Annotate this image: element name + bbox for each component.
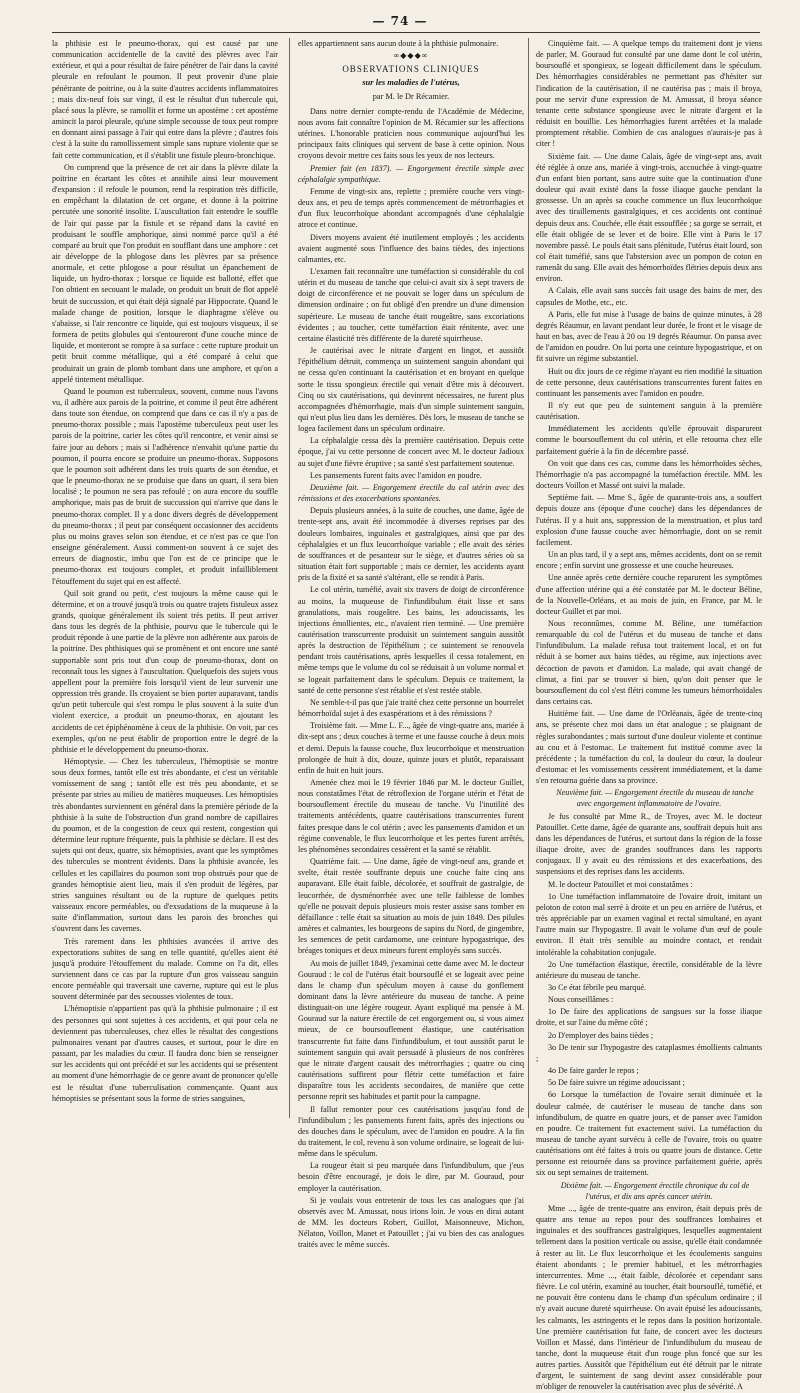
- column-left: [52, 38, 278, 1118]
- paragraph: On comprend que la présence de cet air dans la plèvre dilate la poitrine en écartant les côtes et annihile ainsi leur mouvement d'expansion : il refoule le poumon, rend la respiration très difficile, en empêchant la dilatation de cet organe, et donne à la poitrine percutée une sonorité insolite. L'auscultation fait entendre le souffle de l'air qui passe par la fistule et se répand dans la cavité en produisant le souffle amphorique, ainsi nommé parce qu'il a été comparé au bruit que l'on produit en soufflant dans une amphore : cet air développe de la phlogose dans les plèvres par sa présence anormale, et cette phlogose a pour résultat un épanchement de liquide, un hydro-thorax ; lorsque ce liquide est ballotté, effet que l'on obtient en secouant le malade, on produit un bruit de flot appelé bruit de succussion, et qui était déjà signalé par Hippocrate. Quand le malade change de position, lorsque le diaphragme s'élève ou s'abaisse, si l'air rencontre ce liquide, qui est toujours visqueux, il se formera de petits globules qui s'entoureront d'une couche mince de liquide, et monteront se rompre à sa surface : cette rupture produit un petit bruit comme métallique, qui a été comparé à celui que produirait un grain de plomb tombant dans une amphore, et qu'on a appelé tintement métallique.: [52, 162, 278, 384]
- paragraph: La rougeur était si peu marquée dans l'infundibulum, que j'eus besoin d'être encouragé, je dois le dire, par M. Gouraud, pour employer la cautérisation.: [298, 1161, 524, 1193]
- paragraph: M. le docteur Patouillet et moi constatâmes :: [548, 879, 693, 889]
- header-rule: [52, 32, 760, 33]
- paragraph: On voit que dans ces cas, comme dans les hémorrhoïdes sèches, l'hémorrhagie n'a pas accompagné la tuméfaction érectile. MM. les docteurs Voillon et Massé ont suivi la malade.: [536, 458, 762, 491]
- paragraph: Si je voulais vous entretenir de tous les cas analogues que j'ai observés avec M. Amussat, nous irions loin. Je vous en dirai autant de MM. les docteurs Robert, Guillot, Maisonneuve, Michon, Nélaton, Voillon, Manet et Patouillet ; j'ai vu bien des cas analogues traités avec le même succès.: [298, 1195, 524, 1250]
- list-item: 5o De faire suivre un régime adoucissant ;: [548, 1078, 685, 1088]
- paragraph: Il n'y eut que peu de suintement sanguin à la première cautérisation.: [536, 401, 762, 422]
- paragraph: Dans notre dernier compte-rendu de l'Académie de Médecine, nous avons fait connaître l'opinion de M. Récamier sur les affections utérines. L'honorable praticien nous communique aujourd'hui les principaux faits cliniques qui servent de base à cette opinion. Nous croyons devoir mettre ces faits sous les yeux de nos lecteurs.: [298, 106, 524, 161]
- paragraph: la phthisie est le pneumo-thorax, qui est causé par une communication accidentelle de la cavité des plèvres avec l'air extérieur, et qui a pour résultat de faire pénétrer de l'air dans la cavité pleurale en refoulant le poumon. Il peut provenir d'une plaie pénétrante de poitrine, ou à la suite d'autres accidents inflammatoires ; mais dix-neuf fois sur vingt, il est le résultat d'un tubercule qui, placé sous la plèvre, se ramollit et forme un apostème : cet apostème amincit la paroi pleurale, qu'une simple secousse de toux peut rompre en donnant ainsi passage à l'air qui entre dans la plèvre ; d'autres fois c'est à la suite du ramollissement simple sans rupture violente que se fait cette communication, et il s'établit une fistule pleuro-bronchique.: [52, 39, 278, 160]
- paragraph: Cinquième fait. — A quelque temps du traitement dont je viens de parler, M. Gouraud fut consulté par une dame dont le col utérin, boursouflé et spongieux, se logeait difficilement dans le spéculum. Des hémorrhagies considérables ne permettant pas d'hésiter sur l'indication de la cautérisation, il ne cautérisa pas ; mais il broya, pour me servir d'une expression de M. Amussat, il broya séance tenante cette substance spongieuse avec le nitrate d'argent et la réduisit en bouillie. Les hémorrhagies furent arrêtées et la malade promptement rétablie. Combien de cas analogues n'aurais-je pas à citer !: [536, 39, 762, 149]
- paragraph: Femme de vingt-six ans, replette ; première couche vers vingt-deux ans, et peu de temps après commencement de métrorrhagies et d'un flux leucorrhoïque abondant accompagnés d'une céphalalgie atroce et continue.: [298, 186, 524, 230]
- paragraph: Une année après cette dernière couche reparurent les symptômes d'une affection utérine qui a été constatée par M. le docteur Béline, de la Nouvelle-Orléans, et au mois de juin, en France, par M. le docteur Guillet et par moi.: [536, 573, 762, 616]
- paragraph: Divers moyens avaient été inutilement employés ; les accidents avaient augmenté sous l'influence des bains tièdes, des injections calmantes, etc.: [298, 232, 524, 264]
- paragraph: Quand le poumon est tuberculeux, souvent, comme nous l'avons vu, il adhère aux parois de la poitrine, et comme il peut être adhérent dans toute son étendue, on comprend que dans ce cas il n'y a pas de pneumo-thorax possible ; mais l'apostème tuberculeux peut user les parois de la poitrine, carier les côtes qu'il rencontre, et venir ainsi se faire jour au dehors ; mais si l'adhérence n'envahit qu'une partie du poumon, il pourra encore se produire un pneumo-thorax. Supposons que le poumon soit adhérent dans les trois quarts de son étendue, et que le pneumo-thorax ne se produise que dans un quart, il sera bien localisé ; le poumon ne sera pas refoulé ; on aura encore du souffle amphorique, mais pas de bruit de succussion qui n'arrive que dans le pneumo-thorax complet. Il y a donc divers degrés de développement du pneumo-thorax ; il peut par conséquent occasionner des accidents plus ou moins graves selon son étendue, et ce n'est pas ce que l'on enseigne généralement. Aussi comment-on souvent à ce sujet des erreurs de diagnostic, imbu que l'on est de ce principe que le pneumo-thorax est toujours complet, et produit infailliblement l'étouffement du sujet qui en est affecté.: [52, 386, 278, 586]
- paragraph: Huitième fait. — Une dame de l'Orléanais, âgée de trente-cinq ans, se présente chez moi dans un état analogue ; se plaignant de règles surabondantes ; mais surtout d'une douleur violente et continue au cou et à l'estomac. Le traitement fut institué comme avec la précédente ; la tuméfaction du col, la douleur du cœur, la douleur d'estomac et les vomissements cessèrent immédiatement, et la dame s'en retourna guérie dans sa province.: [536, 709, 762, 786]
- paragraph: Immédiatement les accidents qu'elle éprouvait disparurent comme le boursouflement du col utérin, et elle retourna chez elle parfaitement guérie à la fin de décembre passé.: [536, 424, 762, 456]
- case-heading: Neuvième fait. — Engorgement érectile du museau de tanche avec engorgement inflammatoire de l'ovaire.: [556, 788, 754, 809]
- paragraph: Je cautérisai avec le nitrate d'argent en lingot, et aussitôt l'épithélium détruit, commença un suintement sanguin abondant qui ne cessa qu'en continuant la cautérisation et en broyant en quelque sorte le tissu spongieux érectile qui venait d'être mis à découvert. Cinq ou six cautérisations, qui devinrent nécessaires, ne furent plus accompagnées d'hémorrhagie, mais d'un simple suintement sanguin, qui n'eut plus lieu dans les dernières. Dès lors, le museau de tanche se logea facilement dans un spéculum ordinaire.: [298, 346, 524, 434]
- paragraph: Un an plus tard, il y a sept ans, mêmes accidents, dont on se remit encore ; enfin survint une grossesse et une couche heureuses.: [536, 550, 762, 571]
- case-heading: Premier fait (en 1837). — Engorgement érectile simple avec céphalalgie sympathique.: [298, 163, 524, 184]
- paragraph: Le col utérin, tuméfié, avait six travers de doigt de circonférence au moins, la muqueuse de l'infundibulum était lisse et sans granulations, mais rougeâtre. Les bains, les adoucissants, les injections émollientes, etc., n'avaient rien terminé. — Une première cautérisation transcurrente produisit un suintement sanguin aussitôt après la destruction de l'épithélium ; ce suintement se renouvela pendant trois cautérisations, après lesquelles il cessa totalement, en même temps que le volume du col se réduisait à un volume normal et se logeait parfaitement dans le spéculum. Depuis ce traitement, la santé de cette personne s'est rétablie et s'est restée stable.: [298, 585, 524, 695]
- paragraph: Nous reconnûmes, comme M. Béline, une tuméfaction remarquable du col de l'utérus et du museau de tanche et dans l'infundibulum. La malade refusa tout traitement local, et on fut réduit à se borner aux bains tièdes, au régime, aux injections avec décoction de pavots et d'amidon. La malade, qui avait changé de climat, a fini par se trouver si bien, qu'on doit penser que le boursouflement du col s'est flétri comme les tumeurs hémorrhoïdales dans certains cas.: [536, 618, 762, 707]
- column-divider: [289, 38, 290, 1118]
- section-subtitle: sur les maladies de l'utérus,: [362, 77, 460, 88]
- paragraph: Mme ..., âgée de trente-quatre ans environ, était depuis près de quatre ans tenue au repos pour des souffrances lombaires et inguinales et des souffrances gastralgiques, lesquelles augmentaient tellement dans la position verticale ou assise, qu'elle était condamnée à rester au lit. Le flux leucorrhoïque et les écoulements sanguins étaient abondants ; le premier habituel, et les métrorrhagies intercurrentes. Mme ..., était faible, décolorée et cependant sans fièvre. Le col utérin, examiné au toucher, était boursouflé, tuméfié, et ne pouvait être contenu dans le champ d'un spéculum ordinaire ; il n'y avait aucune dureté squirrheuse. On avait épuisé les adoucissants, les calmants, les astringents et le repos dans la position horizontale. Une première cautérisation fut faite, de concert avec les docteurs Voillon et Massé, dans l'intérieur de l'infundibulum du museau de tanche, dont la muqueuse était d'un rouge plus foncé que sur les autres parties. Aussitôt que l'épithélium eut été détruit par le nitrate d'argent, le suintement de sang devint assez considérable pour m'obliger de renouveler la cautérisation avec plus de sévérité. A: [536, 1203, 762, 1392]
- list-item: 1o De faire des applications de sangsues sur la fosse iliaque droite, et sur l'aine du même côté ;: [536, 1007, 762, 1028]
- list-item: 2o D'employer des bains tièdes ;: [548, 1030, 654, 1040]
- paragraph: 1o Une tuméfaction inflammatoire de l'ovaire droit, imitant un peloton de coton mal serré à droite et un peu en arrière de l'utérus, et très appréciable par un examen vaginal et rectal simultané, en ayant l'autre main sur l'hypogastre. Il avait le volume d'un œuf de poule environ. Il était très sensible au moindre contact, et rendait intolérable la cohabitation conjugale.: [536, 891, 762, 957]
- paragraph: L'examen fait reconnaître une tuméfaction si considérable du col utérin et du museau de tanche que celui-ci avait six à sept travers de doigt de circonférence et ne pouvait se loger dans un spéculum de dimension ordinaire ; on fut obligé d'en prendre un d'une dimension supérieure. Le museau de tanche était rougeâtre, sans excoriations évidentes ; au toucher, cette tuméfaction était rénitente, avec une certaine élasticité très différente de la dureté squirrheuse.: [298, 266, 524, 343]
- column-divider: [528, 38, 529, 1118]
- section-author: par M. le Dr Récamier.: [372, 91, 450, 101]
- section-title: OBSERVATIONS CLINIQUES: [342, 64, 480, 75]
- paragraph: Très rarement dans les phthisies avancées il arrive des expectorations subites de sang en telle quantité, qu'elles aient été jusqu'à produire l'étouffement du malade. Comme on l'a dit, elles surviennent dans ce cas par la rupture d'un gros vaisseau sanguin encore perméable qui traversait une caverne, rupture qui est le plus souvent déterminée par des secousses violentes de toux.: [52, 936, 278, 1002]
- column-right: [536, 38, 763, 1392]
- paragraph: L'hémoptisie n'appartient pas qu'à la phthisie pulmonaire ; il est des personnes qui sont sujettes à ces accidents, et qui pour cela ne deviennent pas tuberculeuses, chez elles le résultat des congestions pulmonaires venant par d'autres causes, et surtout, pour le dire en passant, par les maladies du cœur. Il faudra donc bien se renseigner sur les accidents qui ont précédé et sur les accidents qui se présentent au moment d'une hémorrhagie de ce genre avant de prononcer qu'elle est le résultat d'une tuberculisation commençante. Quant aux hémoptisies se présentant sous la forme de stries sanguines,: [52, 1004, 278, 1103]
- paragraph: Je fus consulté par Mme R., de Troyes, avec M. le docteur Patouillet. Cette dame, âgée de quarante ans, souffrait depuis huit ans dans les dépendances de l'utérus, et surtout dans la région de la fosse iliaque droite, avec de grandes souffrances dans les rapports conjugaux. Il y avait eu des rémissions et des exacerbations, des suspensions et des reprises dans les accidents.: [536, 811, 762, 877]
- paragraph: Depuis plusieurs années, à la suite de couches, une dame, âgée de trente-sept ans, avait été incommodée à diverses reprises par des douleurs lombaires, inguinales et gastralgiques, ainsi que par des céphalalgies et un flux leucorrhoïque variable ; elle avait des séries de souffrances et de pesanteur sur le siège, et d'autres séries où sa situation était fort supportable ; mais ce dernier, les accidents ayant pris de la fixité et sa santé s'altérant, elle se rendit à Paris.: [298, 506, 524, 583]
- paragraph: Les pansements furent faits avec l'amidon en poudre.: [310, 470, 482, 480]
- paragraph: A Calais, elle avait sans succès fait usage des bains de mer, des capsules de Mothe, etc., etc.: [536, 286, 762, 307]
- paragraph: elles appartiennent sans aucun doute à la phthisie pulmonaire.: [298, 39, 499, 48]
- ornament-divider: ∞◆◆◆∞: [393, 51, 429, 61]
- paragraph: Quatrième fait. — Une dame, âgée de vingt-neuf ans, grande et svelte, était restée souffrante depuis une couche faite cinq ans auparavant. Elle était faible, décolorée, et souffrait de gastralgie, de leucorrhée, de dysménorrhée avec une telle faiblesse de lombes qu'elle ne pouvait depuis plusieurs mois rester assise sans tomber en défaillance : telle était sa situation au mois de juin 1849. Des pilules amères et calmantes, les bourgeons de sapins du Nord, de gingembre, les semences de petit cardamome, une ceinture hypogastrique, des bréages toniques et deux mineurs furent employés sans succès.: [298, 857, 524, 956]
- page-number: — 74 —: [372, 14, 428, 28]
- case-heading: Deuxième fait. — Engorgement érectile du col utérin avec des rémissions et des exacerbations spontanées.: [298, 482, 524, 504]
- paragraph: Ne semble-t-il pas que j'aie traité chez cette personne un bourrelet hémorrhoïdal sujet à des exaspérations et à des rémissions ?: [298, 697, 524, 719]
- paragraph: Huit ou dix jours de ce régime n'ayant eu rien modifié la situation de cette personne, deux cautérisations transcurrentes furent faites en continuant les pansements avec l'amidon en poudre.: [536, 366, 762, 398]
- paragraph: 3o Ce état fébrile peu marqué.: [548, 982, 646, 992]
- paragraph: 2o Une tuméfaction élastique, érectile, considérable de la lèvre antérieure du museau de tanche.: [536, 959, 762, 980]
- list-item: 4o De faire garder le repos ;: [548, 1066, 639, 1076]
- list-item: 3o De tenir sur l'hypogastre des cataplasmes émollients calmants ;: [536, 1042, 762, 1063]
- paragraph: Amenée chez moi le 19 février 1846 par M. le docteur Guillet, nous constatâmes l'état de rétroflexion de l'organe utérin et l'état de boursouflement érectile du museau de tanche. Vu l'inutilité des traitements antécédents, quatre cautérisations transcurrentes furent faites presque dans le col utérin ; avec les pansements d'amidon et un régime convenable, le flux leucorrhoïque et les pertes furent arrêtés, les phénomènes secondaires cessèrent et la santé se rétablit.: [298, 778, 524, 854]
- paragraph: Septième fait. — Mme S., âgée de quarante-trois ans, a souffert depuis douze ans (époque d'une couche) dans les dépendances de l'utérus. Il y a huit ans, suppression de la menstruation, et plus tard explosion d'une fausse couche avec hémorrhagie, dont on se remit facilement.: [536, 493, 762, 547]
- paragraph: La céphalalgie cessa dès la première cautérisation. Depuis cette époque, j'ai vu cette personne de concert avec M. le docteur Jadioux au sujet d'une fièvre éruptive ; sa santé s'est parfaitement soutenue.: [298, 436, 524, 468]
- list-item: 6o Lorsque la tuméfaction de l'ovaire serait diminuée et la douleur calmée, de cautériser le museau de tanche dans son infundibulum, de quatre en quatre jours, et de panser avec l'amidon en poudre. Ce traitement fut exactement suivi. La tuméfaction du museau de tanche ayant survécu à celle de l'ovaire, trois ou quatre cautérisations ont été faites à trois ou quatre jours de distance. Cette personne est retournée dans sa province parfaitement guérie, après six ou sept semaines de traitement.: [536, 1090, 762, 1178]
- paragraph: Nous conseillâmes :: [548, 995, 614, 1005]
- paragraph: Hémoptysie. — Chez les tuberculeux, l'hémoptisie se montre sous deux formes, tantôt elle est très abondante, et c'est un véritable vomissement de sang ; tantôt elle est très peu abondante, et se présente par stries au milieu de matières muqueuses. Les hémoptisies très abondantes surviennent en général dans la première période de la phthisie à la suite de l'obstruction d'un grand nombre de capillaires du poumon, et de la congestion de ceux qui restent, congestion qui détermine leur rupture fréquente, puis la phthisie se déclare. Il est des sujets qui ont deux, quatre, six hémoptisies, avant que les symptômes des tubercules se montrent évidents. Dans la phthisie avancée, les cellules et les capillaires du poumon sont trop obstrués pour que de grandes hémoptisie aient lieu, mais il s'en produit de légères, par stries sanguines résultant ou de la rupture de quelques petits vaisseaux encore perméables, ou d'exsudations de la muqueuse à la suite d'inflammation, surtout dans les parois des bronches qui s'ouvrent dans les cavernes.: [52, 757, 278, 934]
- paragraph: Il fallut remonter pour ces cautérisations jusqu'au fond de l'infundibulum ; les pansements furent faits, après des injections ou des douches dans le spéculum, avec de l'amidon en poudre. A la fin du traitement, le col, revenu à son volume ordinaire, se logeait de lui-même dans le spéculum.: [298, 1104, 524, 1159]
- paragraph: Quil soit grand ou petit, c'est toujours la même cause qui le détermine, et on a trouvé jusqu'à trois ou quatre trajets fistuleux assez grands, quoique généralement ils soient très petits. Il peut arriver dans tous les degrés de la phthisie, pourvu que le tubercule qui le produit réponde à une partie de la plèvre non adhérente aux parois de la poitrine. Des phthisiques qui se promènent et ont encore une santé supportable sont pris tout d'un coup de pneumo-thorax, dont on reconnaît tous les signes à l'auscultation. Quelquefois des sujets vous appellent pour la première fois lorsqu'il vient de leur survenir une oppression très grande. Ils croyaient se bien porter auparavant, tandis qu'un petit tubercule qui s'est rompu le plus souvent à la suite d'un violent exercice, a produit un pneumo-thorax, en ajoutant les accidents de cet épiphénomène à ceux de la phthisie. On voit, par ces exemples, qu'on ne peut établir de proportion entre le degré de la phthisie et le développement du pneumo-thorax.: [52, 588, 278, 754]
- paragraph: Troisième fait. — Mme L. F..., âgée de vingt-quatre ans, mariée à dix-sept ans ; deux couches à terme et une fausse couche à deux mois et demi. Depuis la fausse couche, flux leucorrhoïque et menstruation prolongée de huit à dix, douze, quinze jours et plutôt, reparaissant enfin de huit en huit jours.: [298, 721, 524, 775]
- paragraph: Sixième fait. — Une dame Calais, âgée de vingt-sept ans, avait été réglée à onze ans, mariée à vingt-trois, accouchée à vingt-quatre d'un enfant bien portant, sans autre suite que la continuation d'une douleur qui avait existé dans la fosse iliaque gauche pendant la grossesse. Un an après sa couche commence un flux leucorrhoïque avec des tiraillements gastralgiques, et ces accidents ont continué depuis deux ans. Couchée, elle était essoufflée ; sa gorge se serrait, et elle était obligée de se lever et de boire. Elle vint à Paris le 17 novembre passé. Le pouls était sans plénitude, l'utérus était lourd, son col était tuméfié, sans que l'abstersion avec un pompon de coton en ramenât du sang. Elle avait des hémorrhoïdes flétries depuis deux ans environ.: [536, 151, 763, 284]
- column-middle: [298, 38, 524, 1250]
- paragraph: A Paris, elle fut mise à l'usage de bains de quinze minutes, à 28 degrés Réaumur, en lavant pendant leur durée, le front et le visage de haut en bas, avec de l'eau à 20 ou 19 degrés Réaumur. On pansa avec de l'amidon en poudre. On lui porta une ceinture hypogastrique, et on fit suivre un régime substantiel.: [536, 309, 762, 364]
- paragraph: Au mois de juillet 1849, j'examinai cette dame avec M. le docteur Gouraud : le col de l'utérus était boursouflé et se logeait avec peine dans le champ d'un spéculum moyen à cause du gonflement dominant dans la lèvre antérieure du museau de tanche. A peine distinguait-on une légère rougeur. Ayant expliqué ma pensée à M. Gouraud sur la nature érectile de cet engorgement ou, si vous aimez mieux, de ce boursouflement élastique, une cautérisation transcurrente fut faite dans l'infundibulum, et tout aussitôt parut le suintement sanguin qui avait persuadé à plusieurs de nos confrères que le nitrate d'argent causait des métrorrhagies ; quatre ou cinq cautérisations suffirent pour flétrir cette tuméfaction et faire disparaître tous les accidents secondaires, de manière que cette personne reprit ses habitudes et partit pour la campagne.: [298, 958, 524, 1102]
- case-heading: Dixième fait. — Engorgement érectile chronique du col de l'utérus, et dix ans après cancer utérin.: [560, 1180, 750, 1201]
